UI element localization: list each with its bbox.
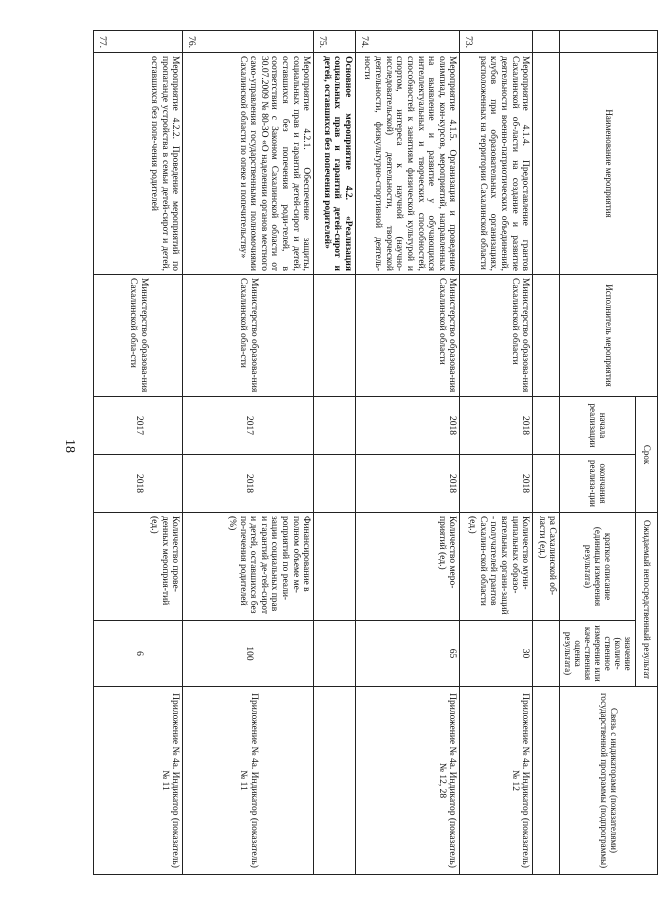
header-result: Ожидаемый непосредственный результат [636,513,658,687]
row-end [314,455,356,513]
row-description: Финансирование в полном объеме ме-роприятий по реали-зации социальных прав и гарантий де-тей-сирот и детей, оставшихся без по-печения родителей (%) [183,513,314,621]
row-start: 2018 [355,397,460,455]
table-row [533,31,560,875]
row-name: Мероприятие 4.1.5. Организация и проведение олимпиад, кон-курсов, мероприятий, направленных на выявление и развитие у обучающихся интеллектуальных и творческих способностей, способностей к занятиям физической культурой и спортом, интереса к научной (научно-исследовательской) деятельности, творческой деятельности, физкультурно-спортивной деятель-ности [355,53,460,275]
row-end: 2018 [460,455,533,513]
row-link [314,687,356,875]
header-term: Срок [636,397,658,513]
row-number [533,31,560,53]
header-link: Связь с индикаторами (показателями) государственной программы (подпрограммы) [560,687,658,875]
row-executor: Министерство образова-ния Сахалинской области [460,275,533,397]
row-link [533,687,560,875]
row-description: Количество меро-приятий (ед.) [355,513,460,621]
row-number: 75. [314,31,356,53]
row-executor: Министерство образова-ния Сахалинской обла-сти [183,275,314,397]
header-number [560,31,658,53]
row-link: Приложение № 4а. Индикатор (показатель) № 11 [183,687,314,875]
table-row [355,31,460,875]
row-value: 30 [460,621,533,687]
table-row [460,31,533,875]
row-end [533,455,560,513]
header-executor: Исполнитель мероприятия [560,275,658,397]
row-start: 2017 [183,397,314,455]
row-value: 100 [183,621,314,687]
row-description: Количество прове-денных мероприя-тий (ед.) [94,513,183,621]
row-link: Приложение № 4а. Индикатор (показатель) № 12, 28 [355,687,460,875]
table-row [183,31,314,875]
table-row [314,31,356,875]
row-number: 73. [460,31,533,53]
row-executor: Министерство образова-ния Сахалинской обла-сти [94,275,183,397]
row-description: Количество муни-ципальных образо-вательных органи-заций - получателей грантов Сахалин-ской области (ед.) [460,513,533,621]
row-name: Мероприятие 4.2.2. Проведение мероприятий по пропаганде устройства в семьи детей-сирот и детей, оставшихся без попе-чения родителей [94,53,183,275]
row-start: 2018 [460,397,533,455]
header-value: значение (количе-ственное измерение или каче-ственная оценка результата) [560,621,636,687]
row-end: 2018 [183,455,314,513]
row-number: 76. [183,31,314,53]
table-row [94,31,183,875]
row-name: Мероприятие 4.2.1. Обеспечение защиты, социальных прав и гарантий детей-сирот и детей, оставшихся без попечения роди-телей, в соответствии с Законом Сахалинской области от 30.07.2009 № 80-ЗО «О наделении органов местного само-управления государственными полномочиями Сахалинской области по опеке и попечительству» [183,53,314,275]
row-name: Мероприятие 4.1.4. Предоставление грантов Сахалинской об-ласти на создание и развитие деятельности военно-патриотических объединений, клубов при образовательных организациях, расположенных на территории Сахалинской области [460,53,533,275]
header-description: краткое описание (единицы измерения результата) [560,513,636,621]
rotated-table-wrapper [93,30,658,874]
row-number: 74. [355,31,460,53]
header-start: начала реализации [560,397,636,455]
page-number: 18 [62,439,77,453]
row-number: 77. [94,31,183,53]
row-start: 2017 [94,397,183,455]
row-name: Основное мероприятие 4.2. «Реализация социальных прав и гарантий детей-сирот и детей, оставшихся без попечения родителей» [314,53,356,275]
row-value [533,621,560,687]
row-start [533,397,560,455]
row-executor [314,275,356,397]
row-value: 6 [94,621,183,687]
row-description [314,513,356,621]
row-description: ра Сахалинской об-ласти (ед.) [533,513,560,621]
row-link: Приложение № 4а. Индикатор (показатель) № 11 [94,687,183,875]
header-end: окончания реализа-ции [560,455,636,513]
row-name [533,53,560,275]
row-value [314,621,356,687]
row-end: 2018 [355,455,460,513]
events-table [93,30,658,875]
row-executor [533,275,560,397]
row-start [314,397,356,455]
row-value: 65 [355,621,460,687]
header-name: Наименование мероприятия [560,53,658,275]
row-link: Приложение № 4а. Индикатор (показатель) № 12 [460,687,533,875]
row-executor: Министерство образова-ния Сахалинской области [355,275,460,397]
row-end: 2018 [94,455,183,513]
